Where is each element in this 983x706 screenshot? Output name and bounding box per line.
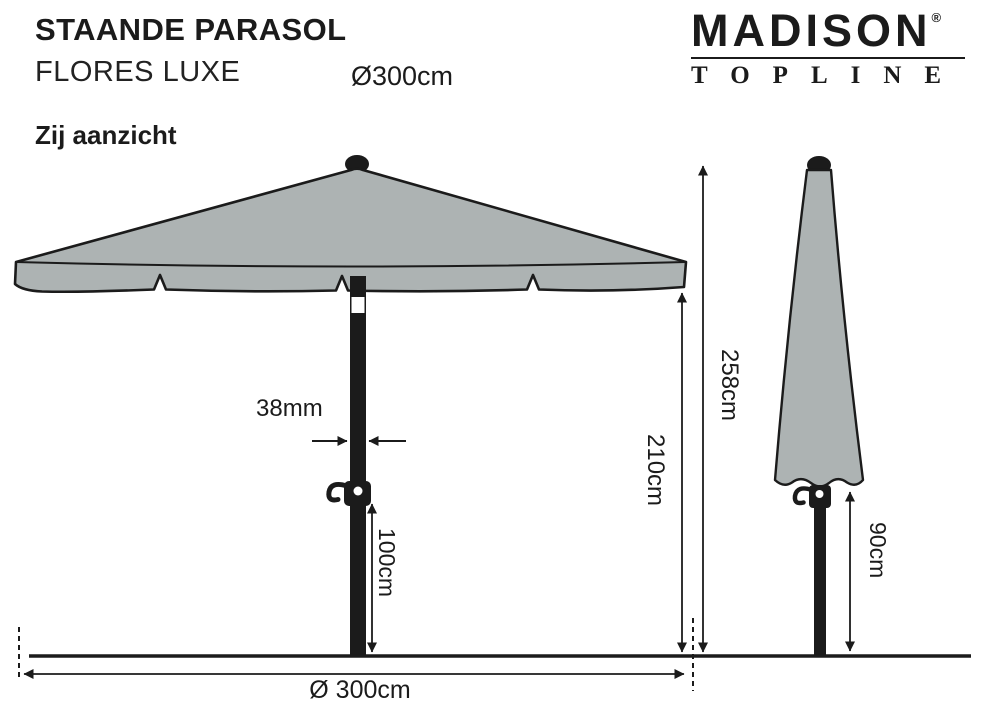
open-parasol-canopy (15, 169, 686, 292)
canopy-diameter-label: Ø300cm (351, 61, 454, 91)
brand-subline: TOPLINE (691, 61, 965, 89)
ground-span-label: Ø 300cm (309, 676, 411, 704)
product-title: STAANDE PARASOL (35, 12, 347, 47)
clearance-height-label: 210cm (642, 434, 669, 507)
open-parasol-pole (350, 276, 366, 656)
open-parasol-pole-slider (352, 297, 365, 313)
closed-parasol-canopy (775, 170, 863, 487)
total-height-label: 258cm (716, 349, 743, 422)
side-view-label: Zij aanzicht (35, 120, 177, 150)
closed-parasol-pole (814, 505, 826, 656)
brand-name-text: MADISON (691, 5, 932, 56)
product-model: FLORES LUXE (35, 56, 241, 88)
closed-crank-height-label: 90cm (865, 522, 891, 579)
crank-height-label: 100cm (374, 528, 400, 598)
open-parasol-crank-hub (354, 487, 363, 496)
pole-diameter-label: 38mm (256, 395, 323, 422)
registered-trademark-icon: ® (931, 10, 942, 25)
closed-parasol-crank-hub (816, 490, 824, 498)
